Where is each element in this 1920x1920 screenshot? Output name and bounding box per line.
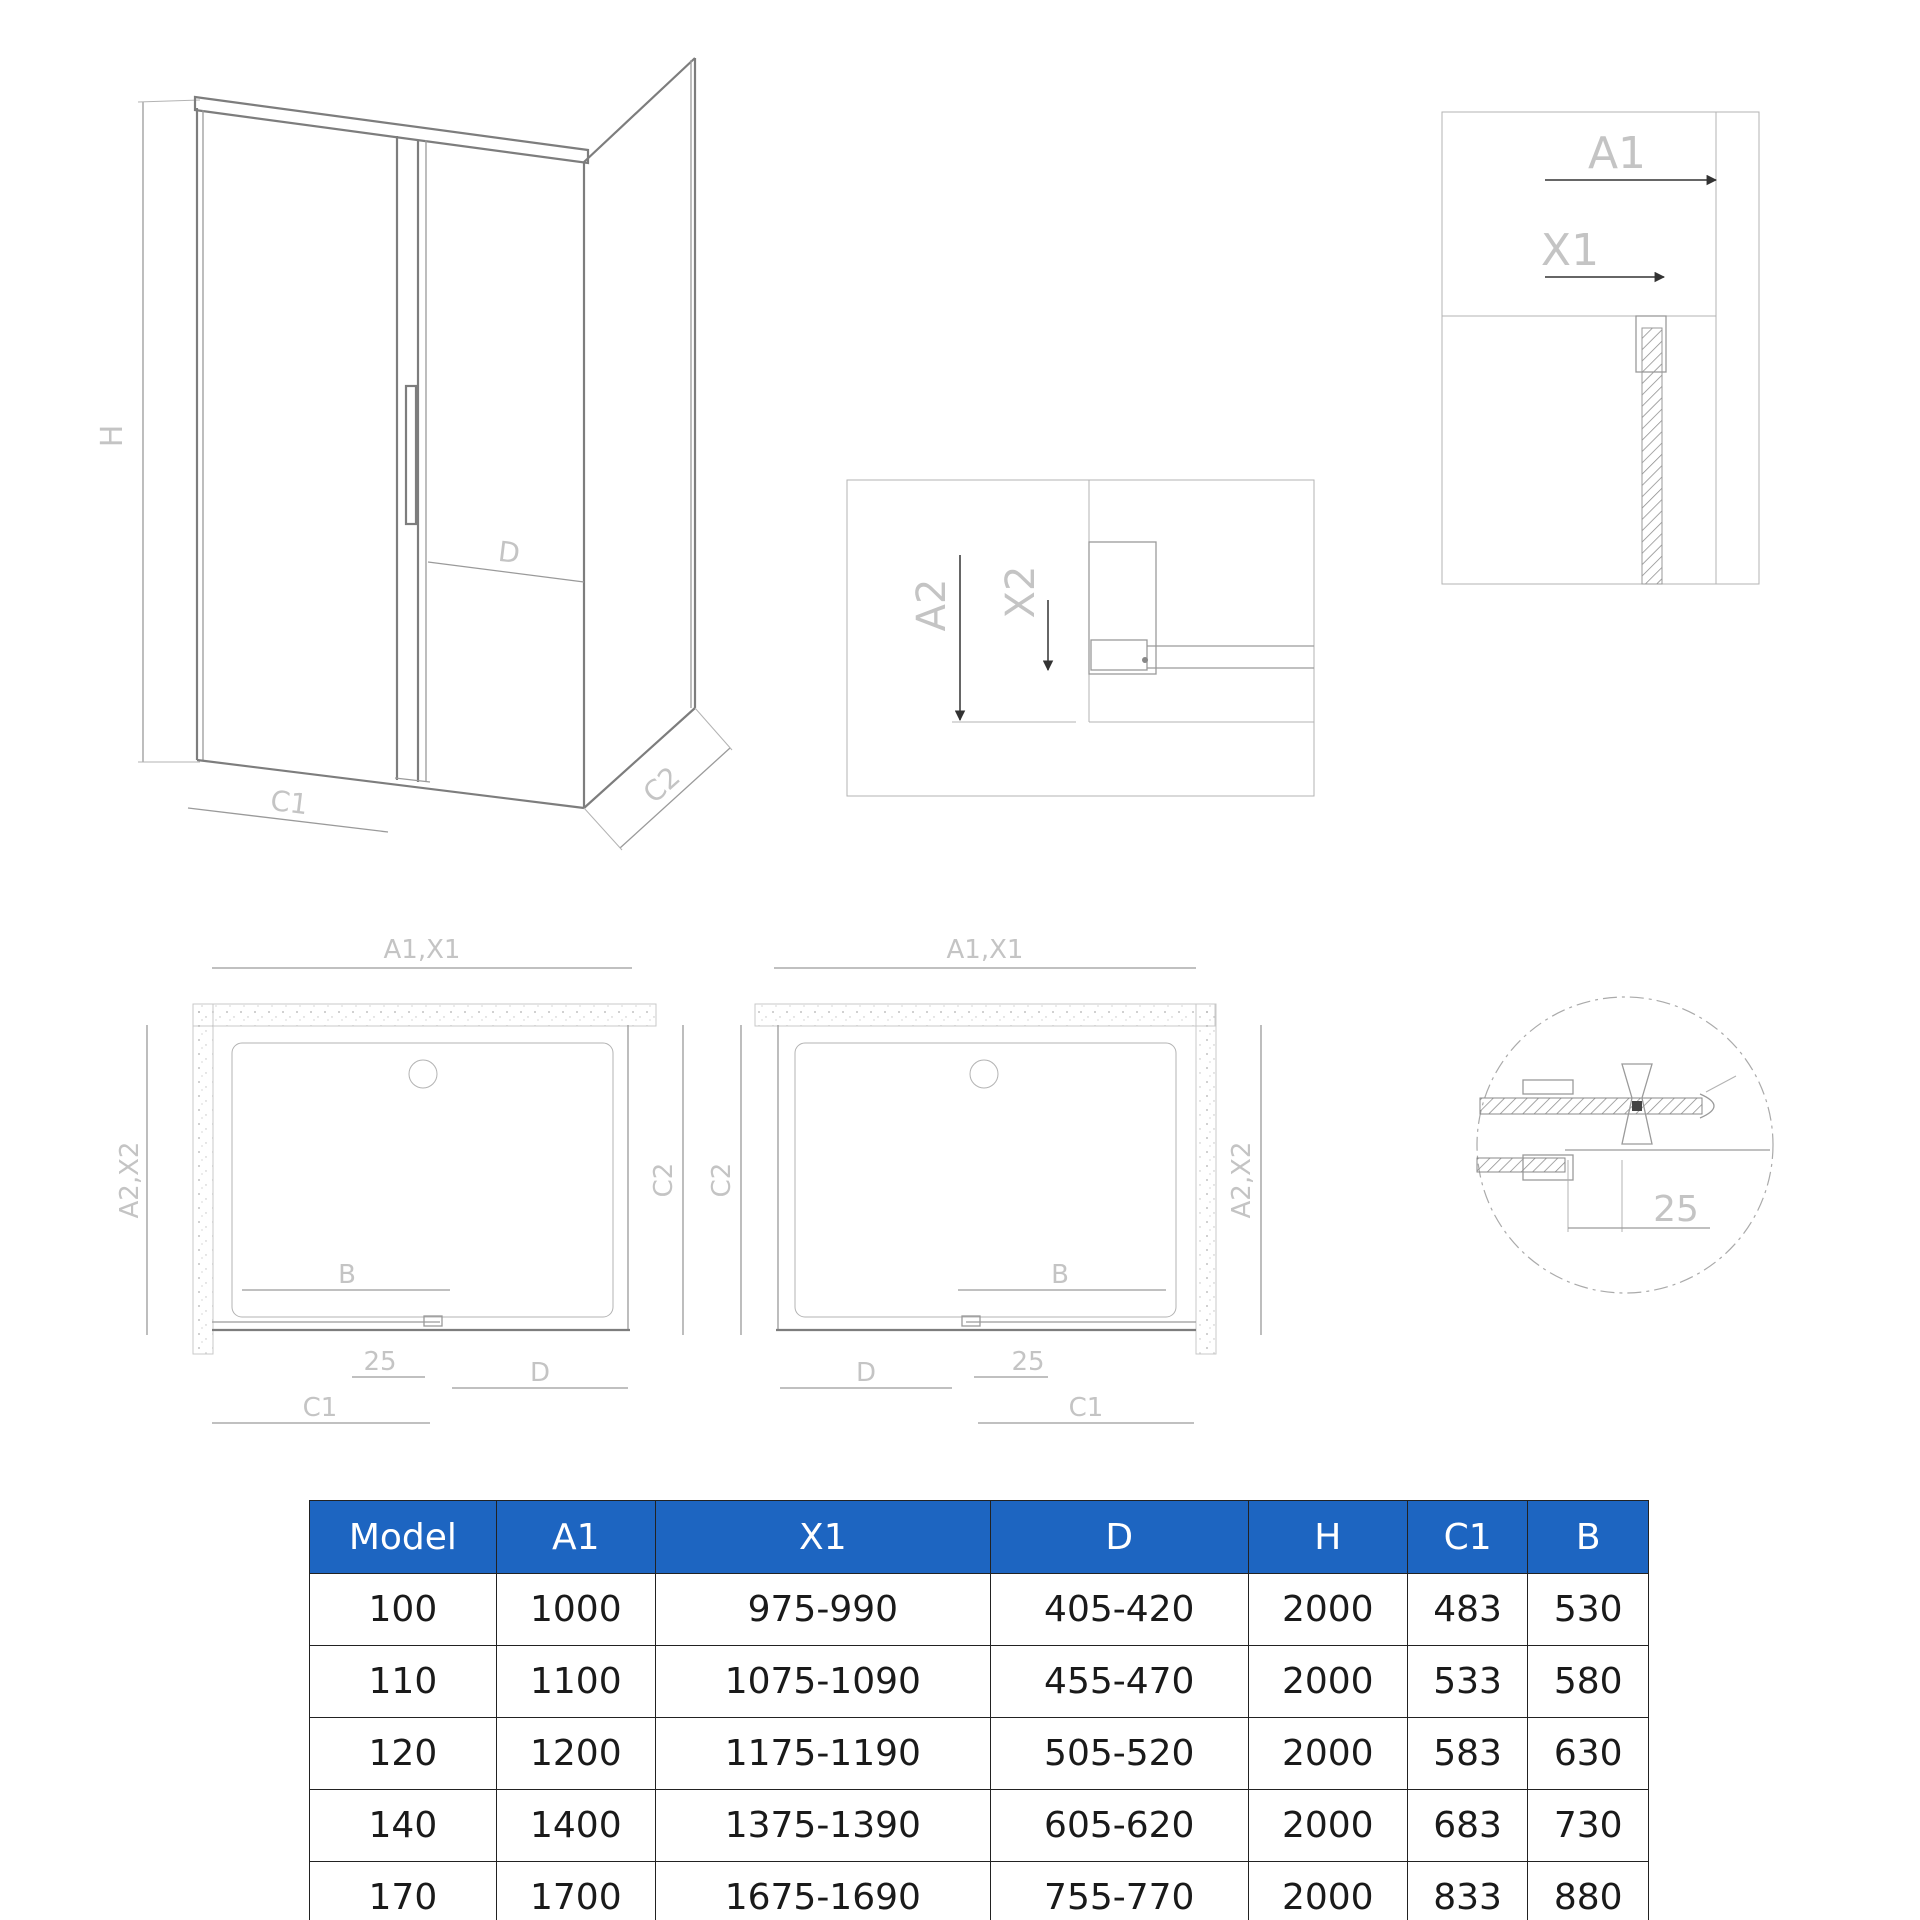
detail-frame-2	[1442, 112, 1759, 584]
fixed-glass-section	[1477, 1158, 1565, 1172]
bottom-guide	[395, 778, 430, 782]
header-x1: X1	[655, 1501, 990, 1574]
d-label: D	[496, 534, 522, 571]
height-label: H	[95, 424, 130, 448]
wall-side-right	[1196, 1004, 1216, 1354]
table-cell: 583	[1407, 1718, 1528, 1790]
table-cell: 975-990	[655, 1574, 990, 1646]
roller-screw	[1142, 657, 1148, 663]
seal-leader	[1706, 1076, 1736, 1092]
c2-ext-a	[584, 808, 622, 850]
detail-vertical-clearance	[847, 480, 1314, 796]
table-cell: 405-420	[990, 1574, 1248, 1646]
a2-label: A2	[909, 578, 955, 632]
a2x2-label-right: A2,X2	[1227, 1141, 1257, 1219]
shower-tray-right	[795, 1043, 1176, 1317]
perspective-view	[95, 58, 732, 850]
handle-screw	[1632, 1101, 1642, 1111]
table-cell: 533	[1407, 1646, 1528, 1718]
table-cell: 483	[1407, 1574, 1528, 1646]
d-label-left: D	[529, 1358, 551, 1388]
wall-side-left	[193, 1004, 213, 1354]
d-label-right: D	[855, 1358, 877, 1388]
table-cell: 1175-1190	[655, 1718, 990, 1790]
table-cell: 683	[1407, 1790, 1528, 1862]
table-cell: 1000	[496, 1574, 655, 1646]
a1-detail-label: A1	[1587, 128, 1647, 179]
header-b: B	[1528, 1501, 1649, 1574]
c1-label-left: C1	[302, 1393, 338, 1423]
upper-clip	[1523, 1080, 1573, 1094]
table-row	[310, 1574, 1649, 1646]
header-h: H	[1248, 1501, 1407, 1574]
a1x1-label-left: A1,X1	[383, 935, 461, 965]
table-cell: 730	[1528, 1790, 1649, 1862]
table-row	[310, 1862, 1649, 1920]
detail-circle	[1477, 997, 1773, 1293]
plan-view-right	[707, 935, 1261, 1423]
c2-label: C2	[636, 760, 687, 810]
table-cell: 833	[1407, 1862, 1528, 1920]
c2-label-right: C2	[707, 1162, 737, 1198]
table-cell: 170	[310, 1862, 497, 1920]
table-row	[310, 1646, 1649, 1718]
shower-tray-left	[232, 1043, 613, 1317]
table-cell: 2000	[1248, 1646, 1407, 1718]
b-label-left: B	[338, 1260, 356, 1290]
x2-label: X2	[998, 565, 1044, 619]
table-cell: 630	[1528, 1718, 1649, 1790]
side-panel-bottom	[584, 708, 695, 808]
table-cell: 1700	[496, 1862, 655, 1920]
gap-label-right: 25	[1011, 1347, 1045, 1377]
table-cell: 2000	[1248, 1790, 1407, 1862]
table-cell: 110	[310, 1646, 497, 1718]
table-cell: 505-520	[990, 1718, 1248, 1790]
drain-right	[970, 1060, 998, 1088]
table-cell: 140	[310, 1790, 497, 1862]
table-cell: 2000	[1248, 1862, 1407, 1920]
header-c1: C1	[1407, 1501, 1528, 1574]
table-row	[310, 1718, 1649, 1790]
circular-detail	[1477, 997, 1773, 1293]
profile-block	[1089, 542, 1156, 674]
table-cell: 605-620	[990, 1790, 1248, 1862]
door-glass-section	[1480, 1098, 1702, 1114]
c1-label-right: C1	[1068, 1393, 1104, 1423]
b-label-right: B	[1051, 1260, 1069, 1290]
table-cell: 100	[310, 1574, 497, 1646]
c2-label-left: C2	[649, 1162, 679, 1198]
table-cell: 1375-1390	[655, 1790, 990, 1862]
table-cell: 120	[310, 1718, 497, 1790]
table-header-row	[310, 1501, 1649, 1574]
gap-label-left: 25	[363, 1347, 397, 1377]
table-cell: 2000	[1248, 1718, 1407, 1790]
a2x2-label-left: A2,X2	[115, 1141, 145, 1219]
height-ext-top	[138, 100, 200, 102]
plan-view-left	[115, 935, 683, 1423]
table-cell: 455-470	[990, 1646, 1248, 1718]
c2-ext-b	[695, 708, 732, 750]
door-handle	[406, 386, 416, 524]
a1x1-label-right: A1,X1	[946, 935, 1024, 965]
bottom-rail	[197, 760, 584, 808]
detail-frame	[847, 480, 1314, 796]
table-cell: 530	[1528, 1574, 1649, 1646]
table-cell: 580	[1528, 1646, 1649, 1718]
gap-label-detail: 25	[1653, 1189, 1699, 1230]
table-cell: 2000	[1248, 1574, 1407, 1646]
wall-top-right	[755, 1004, 1215, 1026]
table-cell: 755-770	[990, 1862, 1248, 1920]
drain-left	[409, 1060, 437, 1088]
dimensions-table	[309, 1500, 1649, 1920]
table-cell: 1400	[496, 1790, 655, 1862]
detail-horizontal-clearance	[1442, 112, 1759, 584]
side-panel-top	[584, 58, 695, 162]
glass-section	[1642, 328, 1662, 584]
table-cell: 880	[1528, 1862, 1649, 1920]
wall-top-left	[193, 1004, 656, 1026]
roller-housing	[1091, 640, 1147, 670]
table-cell: 1200	[496, 1718, 655, 1790]
header-model: Model	[310, 1501, 497, 1574]
table-cell: 1675-1690	[655, 1862, 990, 1920]
header-a1: A1	[496, 1501, 655, 1574]
top-rail	[195, 97, 588, 163]
table-cell: 1075-1090	[655, 1646, 990, 1718]
table-row	[310, 1790, 1649, 1862]
x1-detail-label: X1	[1540, 225, 1600, 276]
c1-label: C1	[268, 783, 310, 822]
header-d: D	[990, 1501, 1248, 1574]
table-cell: 1100	[496, 1646, 655, 1718]
c2-dimension-line	[620, 748, 730, 848]
